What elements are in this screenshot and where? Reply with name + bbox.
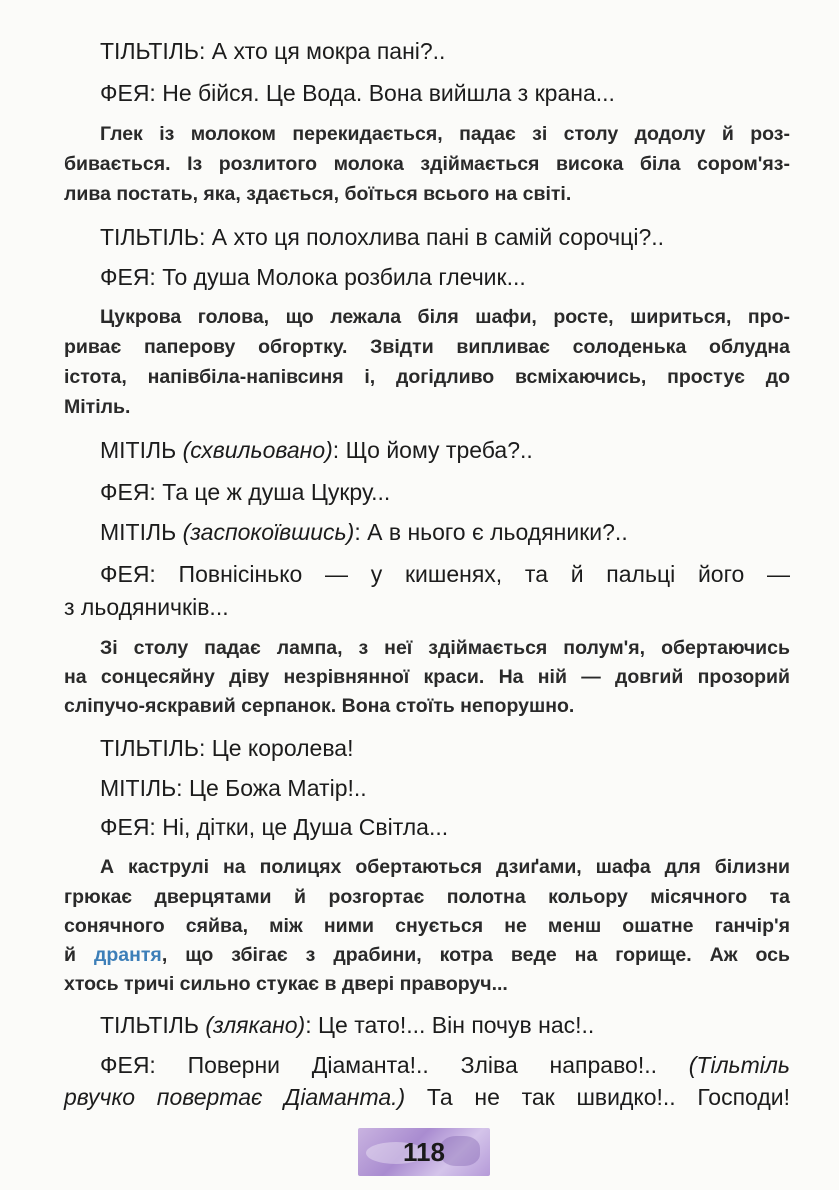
- dialogue-line: [64, 1084, 790, 1111]
- speaker: МІТІЛЬ: [100, 519, 177, 545]
- colon: :: [354, 519, 361, 545]
- stage-direction-line: істота, напівбіла-напівсиня і, догідливо всміхаючись, простує до: [64, 366, 790, 388]
- glossary-link[interactable]: дрантя: [93, 944, 162, 966]
- stage-direction-line: А каструлі на полицях обертаються дзиґами, шафа для білизни: [100, 856, 790, 878]
- speech: Це Божа Матір!..: [182, 775, 367, 801]
- speech: А хто ця полохлива пані в самій сорочці?..: [205, 224, 665, 250]
- speech: Та не так швидко!.. Господи!: [405, 1084, 790, 1110]
- stage-direction-line: сліпучо-яскравий серпанок. Вона стоїть непорушно.: [64, 695, 575, 717]
- stage-direction-line: бивається. Із розлитого молока здіймається висока біла сором'яз-: [64, 153, 790, 175]
- dialogue-line: [100, 437, 533, 464]
- stage-direction-line: грюкає дверцятами й розгортає полотна кольору місячного та: [64, 886, 790, 908]
- speech: Це тато!... Він почув нас!..: [311, 1012, 595, 1038]
- stage-direction-line: [64, 944, 790, 967]
- dialogue-line: ФЕЯ: Повнісінько — у кишенях, та й пальці його —: [100, 561, 790, 587]
- dialogue-line: [100, 479, 390, 506]
- speech: А хто ця мокра пані?..: [205, 38, 446, 64]
- dialogue-line: [100, 519, 628, 546]
- speaker: ФЕЯ:: [100, 479, 156, 505]
- dialogue-line: [100, 38, 445, 65]
- stage-direction-line: риває паперову обгортку. Звідти випливає солоденька облудна: [64, 336, 790, 358]
- page-number: 118: [403, 1137, 445, 1167]
- stage-note: рвучко повертає Діаманта.): [64, 1084, 406, 1110]
- stage-direction-line: Цукрова голова, що лежала біля шафи, росте, шириться, про-: [100, 306, 790, 328]
- speaker: ФЕЯ:: [100, 80, 156, 106]
- colon: :: [332, 437, 340, 463]
- dialogue-line: [100, 814, 448, 841]
- dialogue-line: [100, 735, 353, 762]
- speaker: ФЕЯ:: [100, 814, 156, 840]
- stage-note: (заспокоївшись): [176, 519, 355, 545]
- speaker: ТІЛЬТІЛЬ:: [100, 38, 206, 64]
- speech: А в нього є льодяники?..: [360, 519, 628, 545]
- speech: То душа Молока розбила глечик...: [155, 264, 526, 290]
- stage-note: (схвильовано): [176, 437, 333, 463]
- stage-direction-line: на сонцесяйну діву незрівнянної краси. На ній — довгий прозорий: [64, 666, 790, 688]
- dialogue-line: [100, 264, 526, 291]
- speaker: ТІЛЬТІЛЬ:: [100, 735, 206, 761]
- speech: Та це ж душа Цукру...: [155, 479, 391, 505]
- colon: :: [305, 1012, 312, 1038]
- speaker: ТІЛЬТІЛЬ: [100, 1012, 199, 1038]
- speech: Не бійся. Це Вода. Вона вийшла з крана...: [155, 80, 615, 106]
- stage-direction-line: сонячного сяйва, між ними снується не менш ошатне ганчір'я: [64, 915, 790, 937]
- dialogue-line: [100, 1012, 594, 1039]
- stage-note: (злякано): [198, 1012, 306, 1038]
- text: , що збігає з драбини, котра веде на горище. Аж ось: [161, 944, 791, 966]
- dialogue-line: [100, 1052, 790, 1079]
- speech: ФЕЯ: Поверни Діаманта!.. Зліва направо!..: [100, 1052, 689, 1078]
- text: й: [64, 944, 94, 966]
- speech: Ні, дітки, це Душа Світла...: [155, 814, 449, 840]
- stage-direction-line: Мітіль.: [64, 396, 131, 418]
- page-number-badge: [358, 1128, 490, 1176]
- stage-note: (Тільтіль: [688, 1052, 790, 1078]
- dialogue-line: з льодяничків...: [64, 594, 229, 620]
- speaker: МІТІЛЬ: [100, 437, 177, 463]
- stage-direction-line: Зі столу падає лампа, з неї здіймається полум'я, обертаючись: [100, 637, 790, 659]
- speech: Що йому треба?..: [339, 437, 533, 463]
- speaker: ТІЛЬТІЛЬ:: [100, 224, 206, 250]
- speech: Це королева!: [205, 735, 354, 761]
- dialogue-line: [100, 224, 664, 251]
- stage-direction-line: Глек із молоком перекидається, падає зі столу додолу й роз-: [100, 123, 790, 145]
- speaker: МІТІЛЬ:: [100, 775, 183, 801]
- dialogue-line: [100, 775, 367, 802]
- stage-direction-line: лива постать, яка, здається, боїться всього на світі.: [64, 183, 572, 205]
- speaker: ФЕЯ:: [100, 264, 156, 290]
- dialogue-line: [100, 80, 615, 107]
- stage-direction-line: хтось тричі сильно стукає в двері праворуч...: [64, 973, 508, 995]
